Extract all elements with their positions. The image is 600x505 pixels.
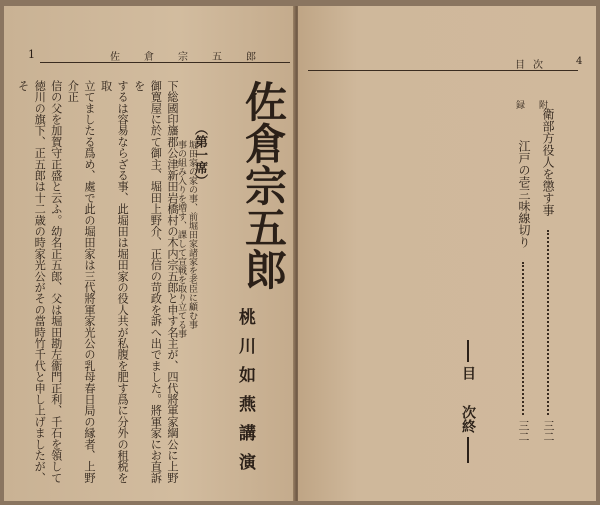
author-credit: 桃川如燕講演	[235, 308, 255, 482]
page-number: 1	[28, 48, 35, 61]
story-body	[14, 80, 180, 490]
appendix-char: 録	[514, 100, 524, 109]
running-title-left: 佐倉宗五郎	[110, 52, 280, 63]
toc-entry-title[interactable]: 衛部方役人を懲す事	[541, 108, 555, 216]
toc-leader-dots	[547, 230, 550, 415]
contents-end-rule	[467, 437, 469, 463]
chapter-summary-line: 事の組み入りを増す、課して宣戦を取り立てる事	[176, 140, 186, 338]
contents-rule	[467, 340, 469, 362]
body-line: 下総國印旛郡公津新田岩橋村の木内宗五郎と申す名主が、四代將軍家綱公に上野	[165, 80, 179, 484]
chapter-summary-line: 堀田家の家の事、前堀田家諸家を老臣に顧む事	[187, 140, 197, 329]
body-line: 信の父を加賀守正盛と云ふ。幼名正五郎、父は堀田勘左衞門正利、千石を領して	[49, 80, 63, 484]
body-line: するは容易ならざる事、此堀田は堀田家の役人共が私腹を肥す爲に分外の租税を取	[99, 80, 130, 484]
toc-leader-dots	[522, 262, 525, 415]
contents-end-mark	[458, 405, 478, 463]
body-line: 立てましたる爲め、處で此の堀田家は三代將軍家光公の乳母春日局の縁者、上野介正	[66, 80, 96, 484]
page-marker: 4	[576, 56, 583, 67]
contents-heading-char: 目	[460, 366, 476, 380]
body-line: 徳川の旗下、正五郎は十二歳の時家光公がその當時竹千代と申し上げましたが、そ	[16, 80, 47, 484]
toc-entry-page: 三二	[542, 420, 555, 442]
toc-entry-title[interactable]: 江戸の壱三味線切り	[517, 140, 531, 248]
toc-entry-page: 三二	[517, 420, 530, 442]
contents-end-text: 次終	[460, 405, 476, 433]
story-title: 佐倉宗五郎	[239, 80, 288, 290]
contents-heading	[458, 340, 478, 380]
body-line: 御寛屋に於て御主、堀田上野介、正信の苛政を訴へ出でました。將軍家にお直訴を	[132, 80, 163, 484]
chapter-label: （第一席）	[192, 122, 207, 187]
appendix-char: 附	[537, 100, 547, 109]
running-title-right: 目次	[515, 60, 551, 71]
